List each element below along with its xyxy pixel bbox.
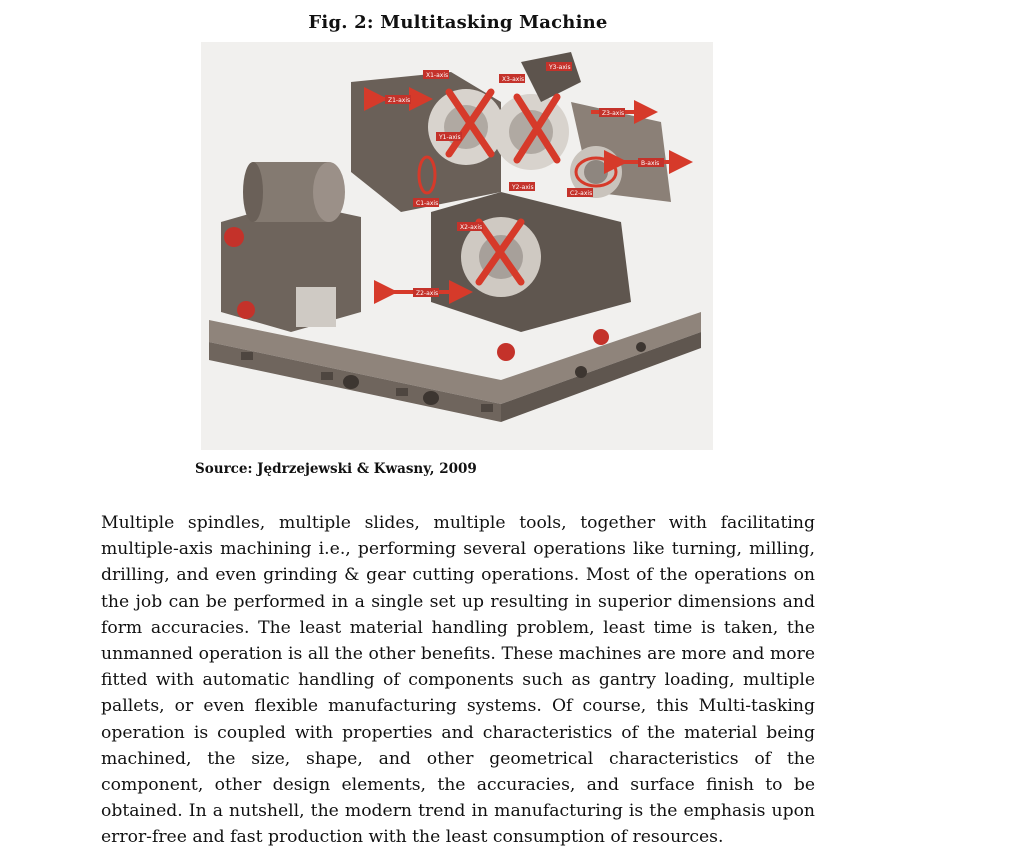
y3-axis-label: Y3-axis bbox=[549, 64, 571, 71]
figure-title: Fig. 2: Multitasking Machine bbox=[308, 12, 608, 33]
main-spindle-headstock bbox=[221, 162, 361, 332]
y2-axis-label: Y2-axis bbox=[512, 184, 534, 191]
z2-axis-label: Z2-axis bbox=[416, 290, 439, 297]
machine-figure bbox=[201, 42, 713, 450]
c2-axis-label: C2-axis bbox=[570, 190, 593, 197]
y1-axis-label: Y1-axis bbox=[439, 134, 461, 141]
multitasking-machine-illustration bbox=[201, 42, 713, 450]
z3-axis-label: Z3-axis bbox=[602, 110, 625, 117]
b-axis-label: B-axis bbox=[641, 160, 660, 167]
x1-axis-label: X1-axis bbox=[426, 72, 449, 79]
c1-axis-label: C1-axis bbox=[416, 200, 439, 207]
figure-source-caption: Source: Jędrzejewski & Kwasny, 2009 bbox=[195, 461, 477, 477]
x2-axis-label: X2-axis bbox=[460, 224, 483, 231]
body-paragraph: Multiple spindles, multiple slides, multiple tools, together with facilitating multiple-axis machining i.e., performing several operations like turning, milling, drilling, and even grinding & gear cutting operations. Most of the operations on the job can be performed in a single set up resulting in superior dimensions and form accuracies. The least material handling problem, least time is taken, the unmanned operation is all the other benefits. These machines are more and more fitted with automatic handling of components such as gantry loading, multiple pallets, or even flexible manufacturing systems. Of course, this Multi-tasking operation is coupled with properties and characteristics of the material being machined, the size, shape, and other geometrical characteristics of the component, other design elements, the accuracies, and surface finish to be obtained. In a nutshell, the modern trend in manufacturing is the emphasis upon error-free and fast production with the least consumption of resources. bbox=[101, 513, 815, 848]
lower-turret bbox=[431, 192, 631, 361]
z1-axis-label: Z1-axis bbox=[388, 97, 411, 104]
x3-axis-label: X3-axis bbox=[502, 76, 525, 83]
